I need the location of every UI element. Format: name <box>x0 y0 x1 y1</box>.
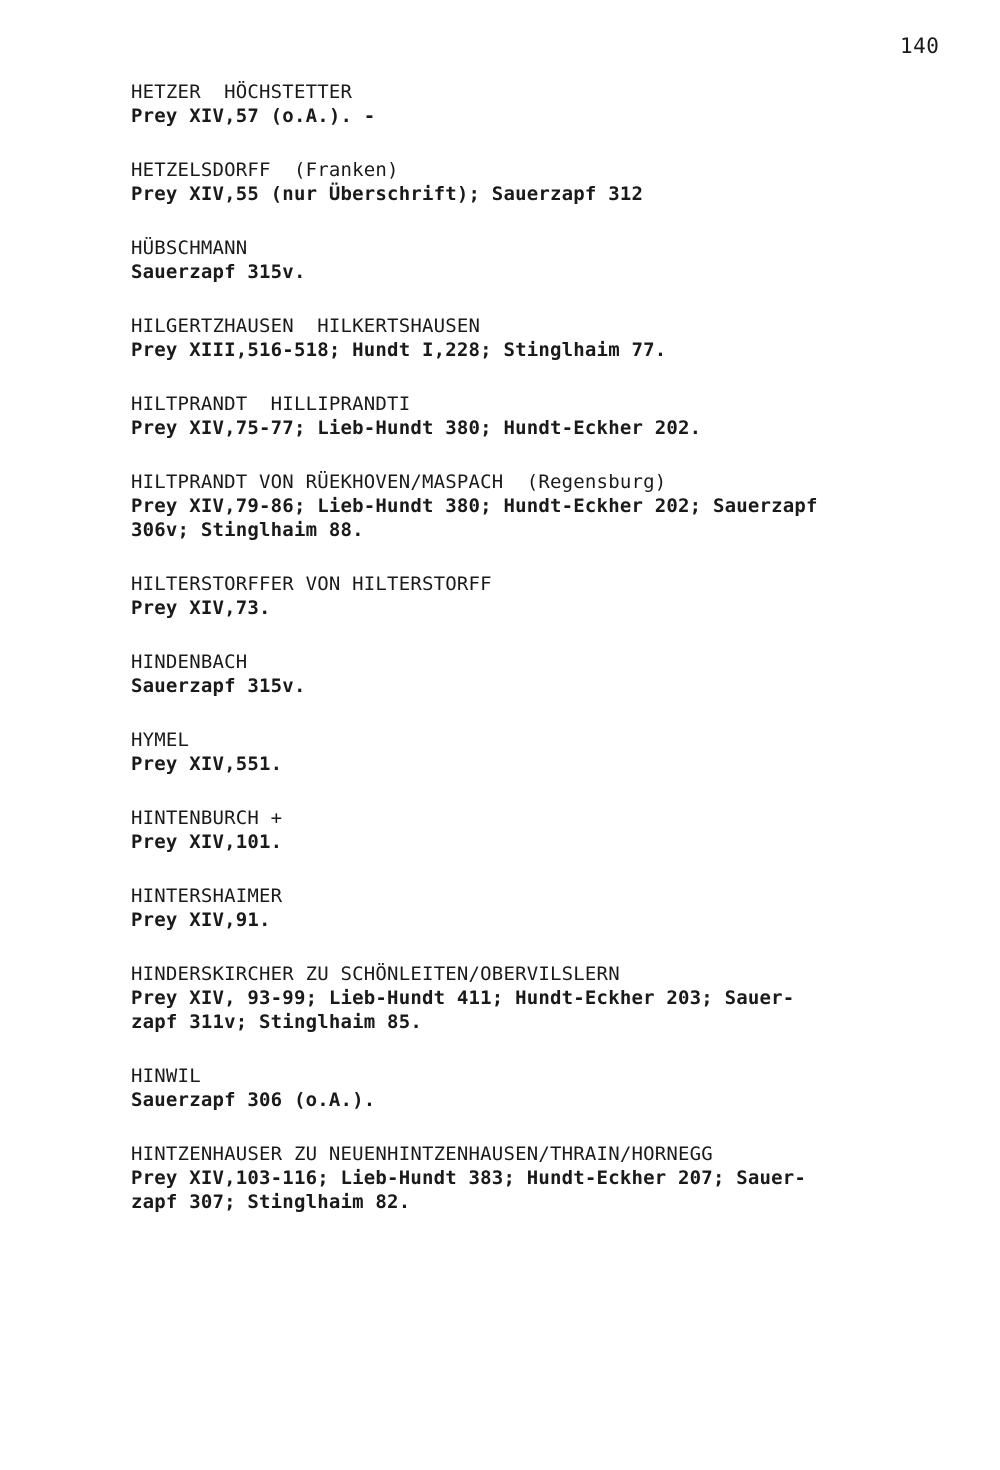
entry-reference: 306v; Stinglhaim 88. <box>131 519 364 541</box>
entry-heading: HYMEL <box>131 729 190 751</box>
entry-reference: Sauerzapf 315v. <box>131 675 306 697</box>
entry-reference: zapf 311v; Stinglhaim 85. <box>131 1011 422 1033</box>
entry-heading: HINTENBURCH + <box>131 807 283 829</box>
entry-hindenbach <box>131 650 951 698</box>
entry-huebschmann <box>131 236 951 284</box>
entry-hetzer <box>131 80 951 128</box>
entry-reference: Prey XIV,55 (nur Überschrift); Sauerzapf 312 <box>131 183 644 205</box>
entry-heading: HINDERSKIRCHER ZU SCHÖNLEITEN/OBERVILSLERN <box>131 963 620 985</box>
entry-heading: HETZELSDORFF (Franken) <box>131 159 399 181</box>
entry-reference: Prey XIV,103-116; Lieb-Hundt 383; Hundt-Eckher 207; Sauer- <box>131 1167 807 1189</box>
entry-heading: HILTPRANDT VON RÜEKHOVEN/MASPACH (Regensburg) <box>131 471 667 493</box>
entry-heading: HINTZENHAUSER ZU NEUENHINTZENHAUSEN/THRAIN/HORNEGG <box>131 1143 713 1165</box>
entry-hilterstorffer <box>131 572 951 620</box>
entry-reference: Sauerzapf 306 (o.A.). <box>131 1089 376 1111</box>
entry-reference: Prey XIV,79-86; Lieb-Hundt 380; Hundt-Eckher 202; Sauerzapf <box>131 495 818 517</box>
entry-heading: HILTPRANDT HILLIPRANDTI <box>131 393 411 415</box>
entry-heading: HINWIL <box>131 1065 201 1087</box>
entry-heading: HINTERSHAIMER <box>131 885 283 907</box>
entry-heading: HÜBSCHMANN <box>131 237 248 259</box>
entry-hintenburch <box>131 806 951 854</box>
entry-hintershaimer <box>131 884 951 932</box>
entry-list <box>131 80 951 1244</box>
entry-reference: Prey XIII,516-518; Hundt I,228; Stinglhaim 77. <box>131 339 667 361</box>
entry-hetzelsdorff <box>131 158 951 206</box>
page-number: 140 <box>900 34 940 58</box>
entry-reference: Prey XIV,551. <box>131 753 283 775</box>
entry-hymel <box>131 728 951 776</box>
entry-reference: Prey XIV, 93-99; Lieb-Hundt 411; Hundt-Eckher 203; Sauer- <box>131 987 795 1009</box>
entry-reference: Prey XIV,75-77; Lieb-Hundt 380; Hundt-Eckher 202. <box>131 417 702 439</box>
entry-reference: Prey XIV,73. <box>131 597 271 619</box>
entry-reference: Sauerzapf 315v. <box>131 261 306 283</box>
entry-hilgertzhausen <box>131 314 951 362</box>
entry-reference: zapf 307; Stinglhaim 82. <box>131 1191 411 1213</box>
entry-hintzenhauser <box>131 1142 951 1214</box>
entry-heading: HINDENBACH <box>131 651 248 673</box>
entry-reference: Prey XIV,91. <box>131 909 271 931</box>
entry-hinderskircher <box>131 962 951 1034</box>
entry-hiltprandt-rueekhoven <box>131 470 951 542</box>
entry-hinwil <box>131 1064 951 1112</box>
entry-heading: HETZER HÖCHSTETTER <box>131 81 353 103</box>
entry-reference: Prey XIV,57 (o.A.). - <box>131 105 376 127</box>
entry-reference: Prey XIV,101. <box>131 831 283 853</box>
entry-hiltprandt <box>131 392 951 440</box>
entry-heading: HILGERTZHAUSEN HILKERTSHAUSEN <box>131 315 481 337</box>
entry-heading: HILTERSTORFFER VON HILTERSTORFF <box>131 573 492 595</box>
